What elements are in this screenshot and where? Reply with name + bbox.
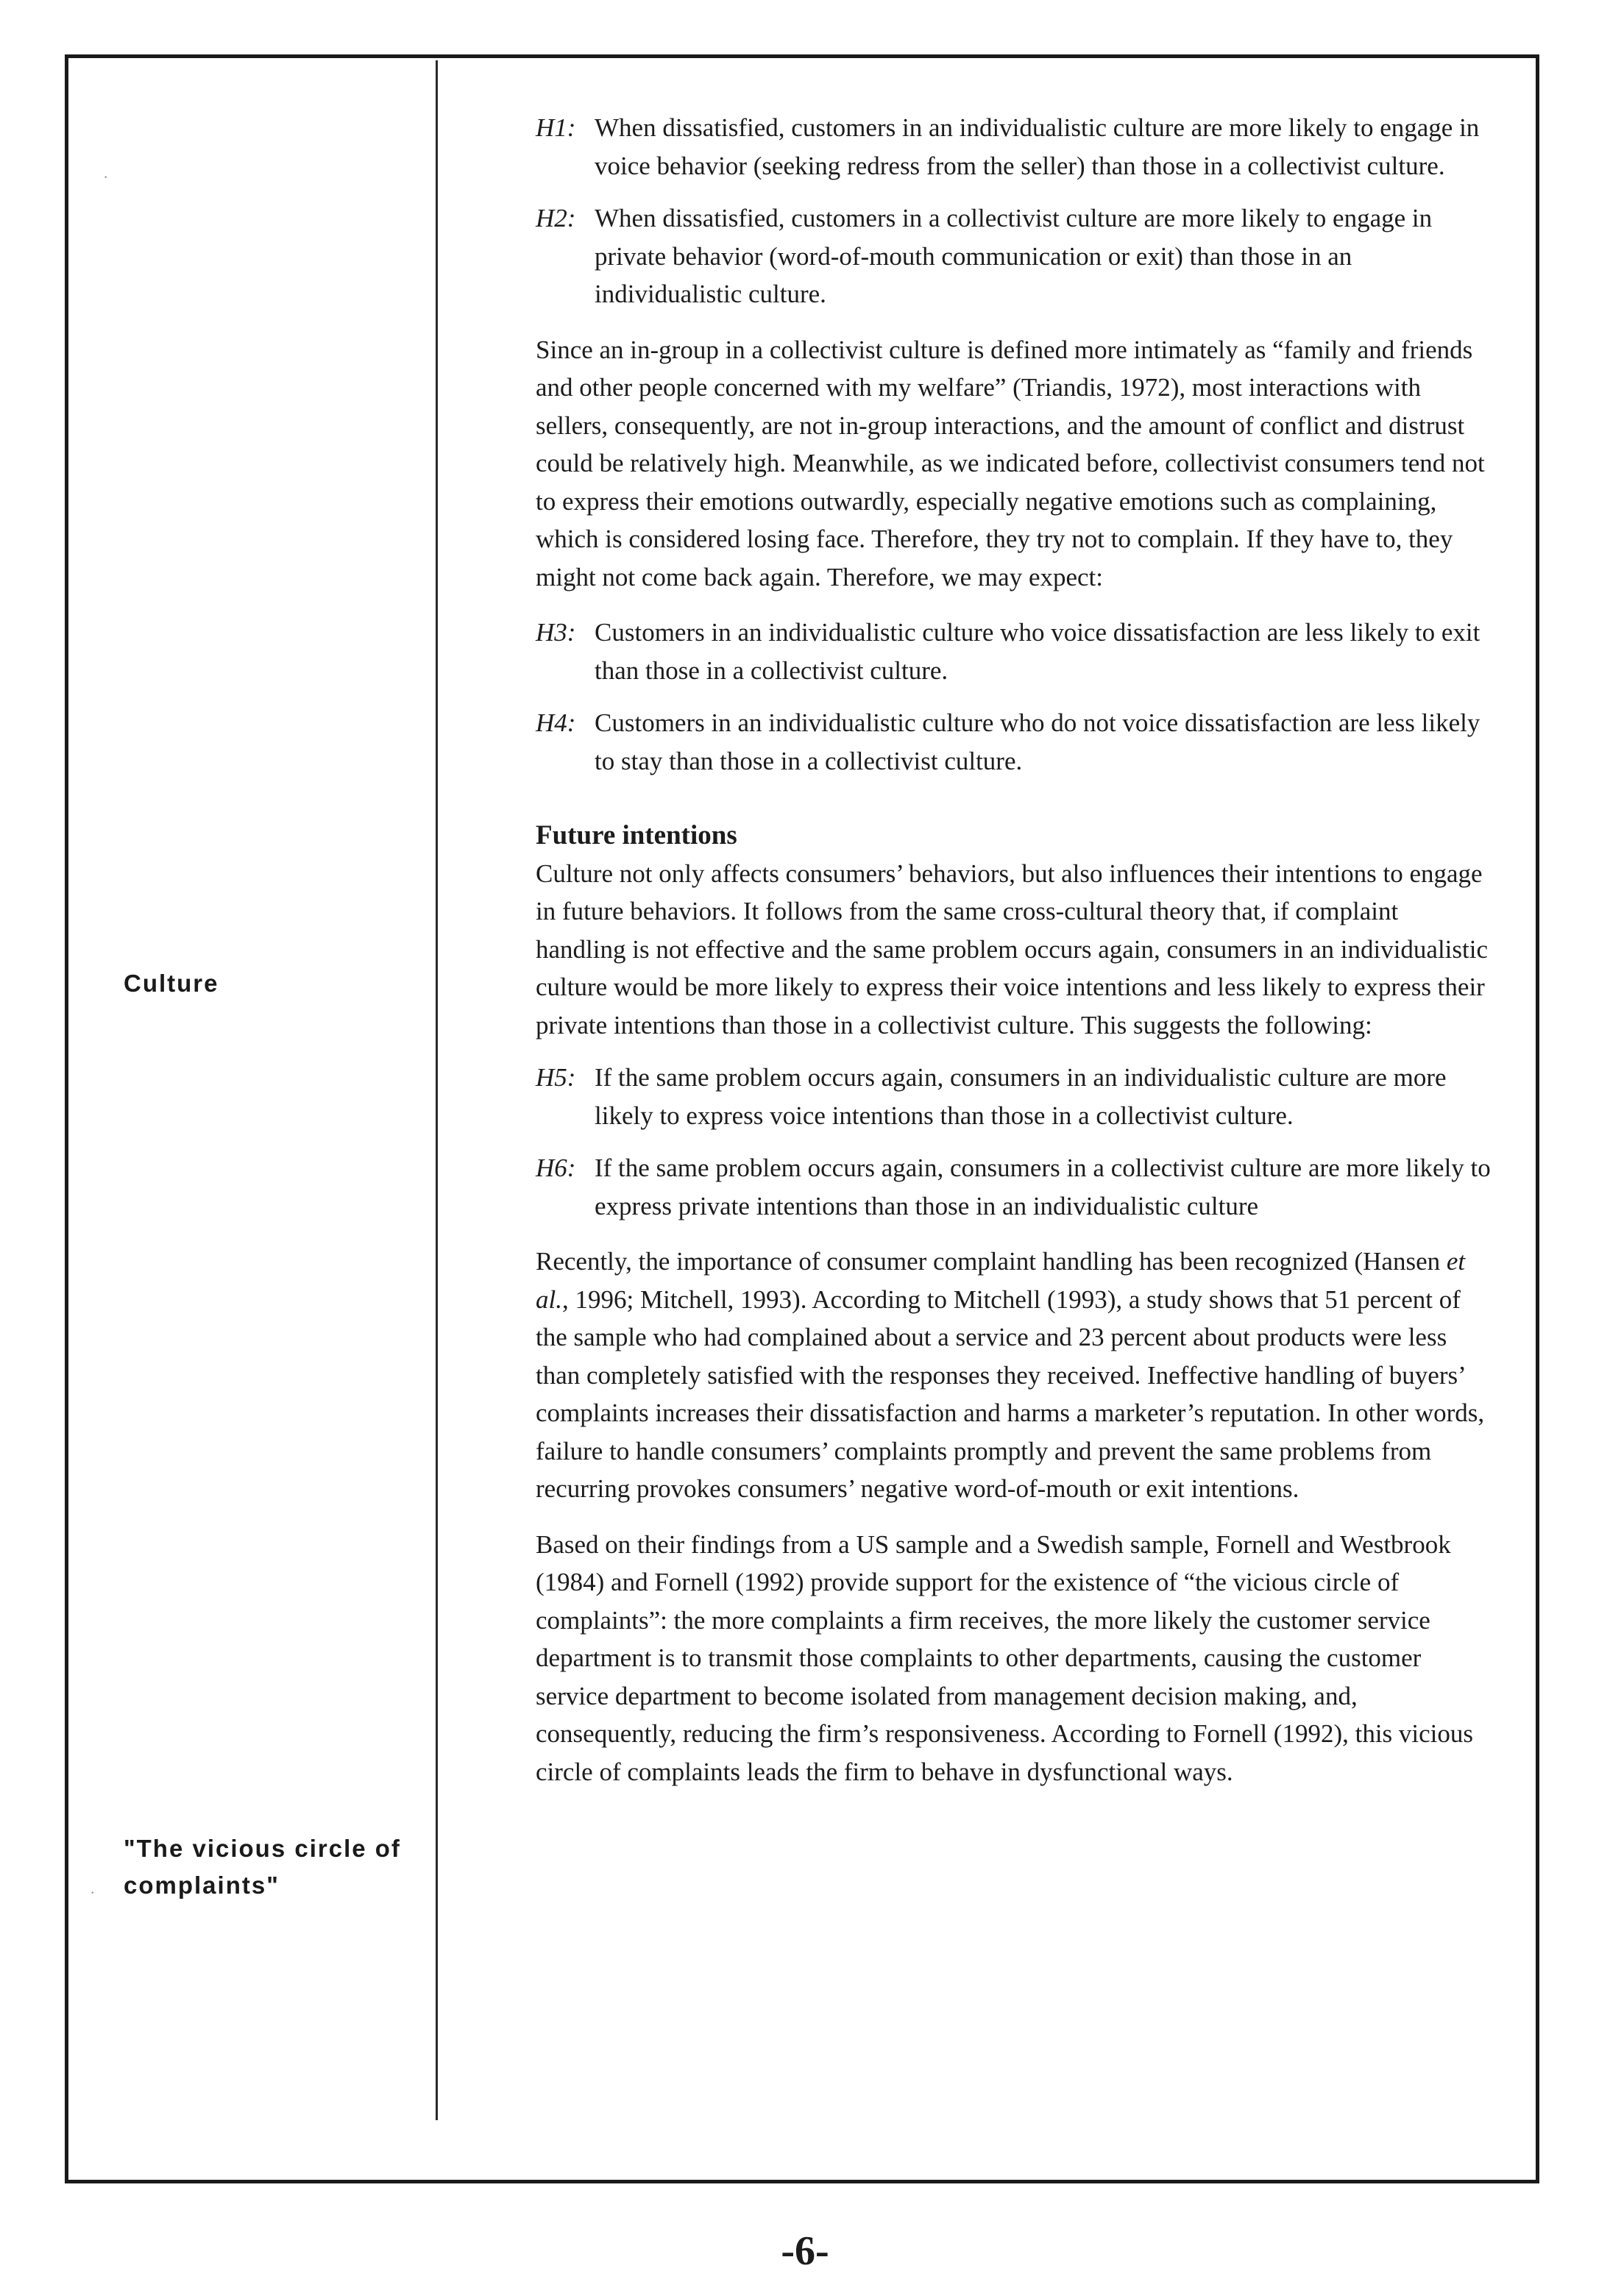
hypothesis-text: When dissatisfied, customers in a collectivist culture are more likely to engage in private behavior (word-of-mouth communication or exit) than those in an individualistic culture. [595,204,1433,308]
hypothesis-text: If the same problem occurs again, consumers in an individualistic culture are more likely to express voice intentions than those in a collectivist culture. [595,1063,1447,1130]
hypothesis-h6 [536,1149,1492,1225]
hypothesis-h4 [536,704,1492,780]
main-column [536,109,1492,1791]
hypothesis-label: H3: [536,618,576,647]
hypothesis-text: When dissatisfied, customers in an individualistic culture are more likely to engage in voice behavior (seeking redress from the seller) than those in a collectivist culture. [595,113,1480,180]
hypothesis-label: H1: [536,113,576,142]
hypothesis-label: H5: [536,1063,576,1092]
hypothesis-text: If the same problem occurs again, consumers in a collectivist culture are more likely to express private intentions than those in an individualistic culture [595,1154,1491,1220]
hypothesis-text: Customers in an individualistic culture who voice dissatisfaction are less likely to exit than those in a collectivist culture. [595,618,1480,685]
hypothesis-label: H2: [536,204,576,232]
hypothesis-h5 [536,1059,1492,1134]
paragraph-in-group: Since an in-group in a collectivist culture is defined more intimately as “family and friends and other people concerned with my welfare” (Triandis, 1972), most interactions with sellers, consequently, are not in-group interactions, and the amount of conflict and distrust could be relatively high. Meanwhile, as we indicated before, collectivist consumers tend not to express their emotions outwardly, especially negative emotions such as complaining, which is considered losing face. Therefore, they try not to complain. If they have to, they might not come back again. Therefore, we may expect: [536,335,1485,591]
column-divider [436,60,438,2120]
section-heading-future-intentions: Future intentions [536,820,737,850]
hypothesis-text: Customers in an individualistic culture who do not voice dissatisfaction are less likely to stay than those in a collectivist culture. [595,708,1480,775]
paragraph-future-intentions: Culture not only affects consumers’ behaviors, but also influences their intentions to engage in future behaviors. It follows from the same cross-cultural theory that, if complaint handling is not effective and the same problem occurs again, consumers in an individualistic culture would be more likely to express their voice intentions and less likely to express their private intentions than those in a collectivist culture. This suggests the following: [536,859,1489,1039]
margin-note-vicious-circle: "The vicious circle of complaints" [124,1835,401,1899]
hypothesis-h2 [536,199,1492,313]
page-number: -6- [781,2228,829,2274]
hypothesis-h1 [536,109,1492,185]
scan-speck: · [103,168,109,186]
hypothesis-label: H6: [536,1154,576,1182]
margin-note-culture: Culture [124,970,219,997]
hypothesis-h3 [536,614,1492,689]
paragraph-complaint-handling: Recently, the importance of consumer complaint handling has been recognized (Hansen et al., 1996; Mitchell, 1993). According to Mitchell (1993), a study shows that 51 percent of the sample who had complained about a service and 23 percent about products were less than completely satisfied with the responses they received. Ineffective handling of buyers’ complaints increases their dissatisfaction and harms a marketer’s reputation. In other words, failure to handle consumers’ complaints promptly and prevent the same problems from recurring provokes consumers’ negative word-of-mouth or exit intentions. [536,1247,1485,1503]
scan-speck: · [90,1883,96,1902]
hypothesis-label: H4: [536,708,576,737]
paragraph-vicious-circle: Based on their findings from a US sample and a Swedish sample, Fornell and Westbrook (1984) and Fornell (1992) provide support for the existence of “the vicious circle of complaints”: the more complaints a firm receives, the more likely the customer service department is to transmit those complaints to other departments, causing the customer service department to become isolated from management decision making, and, consequently, reducing the firm’s responsiveness. According to Fornell (1992), this vicious circle of complaints leads the firm to behave in dysfunctional ways. [536,1529,1474,1786]
